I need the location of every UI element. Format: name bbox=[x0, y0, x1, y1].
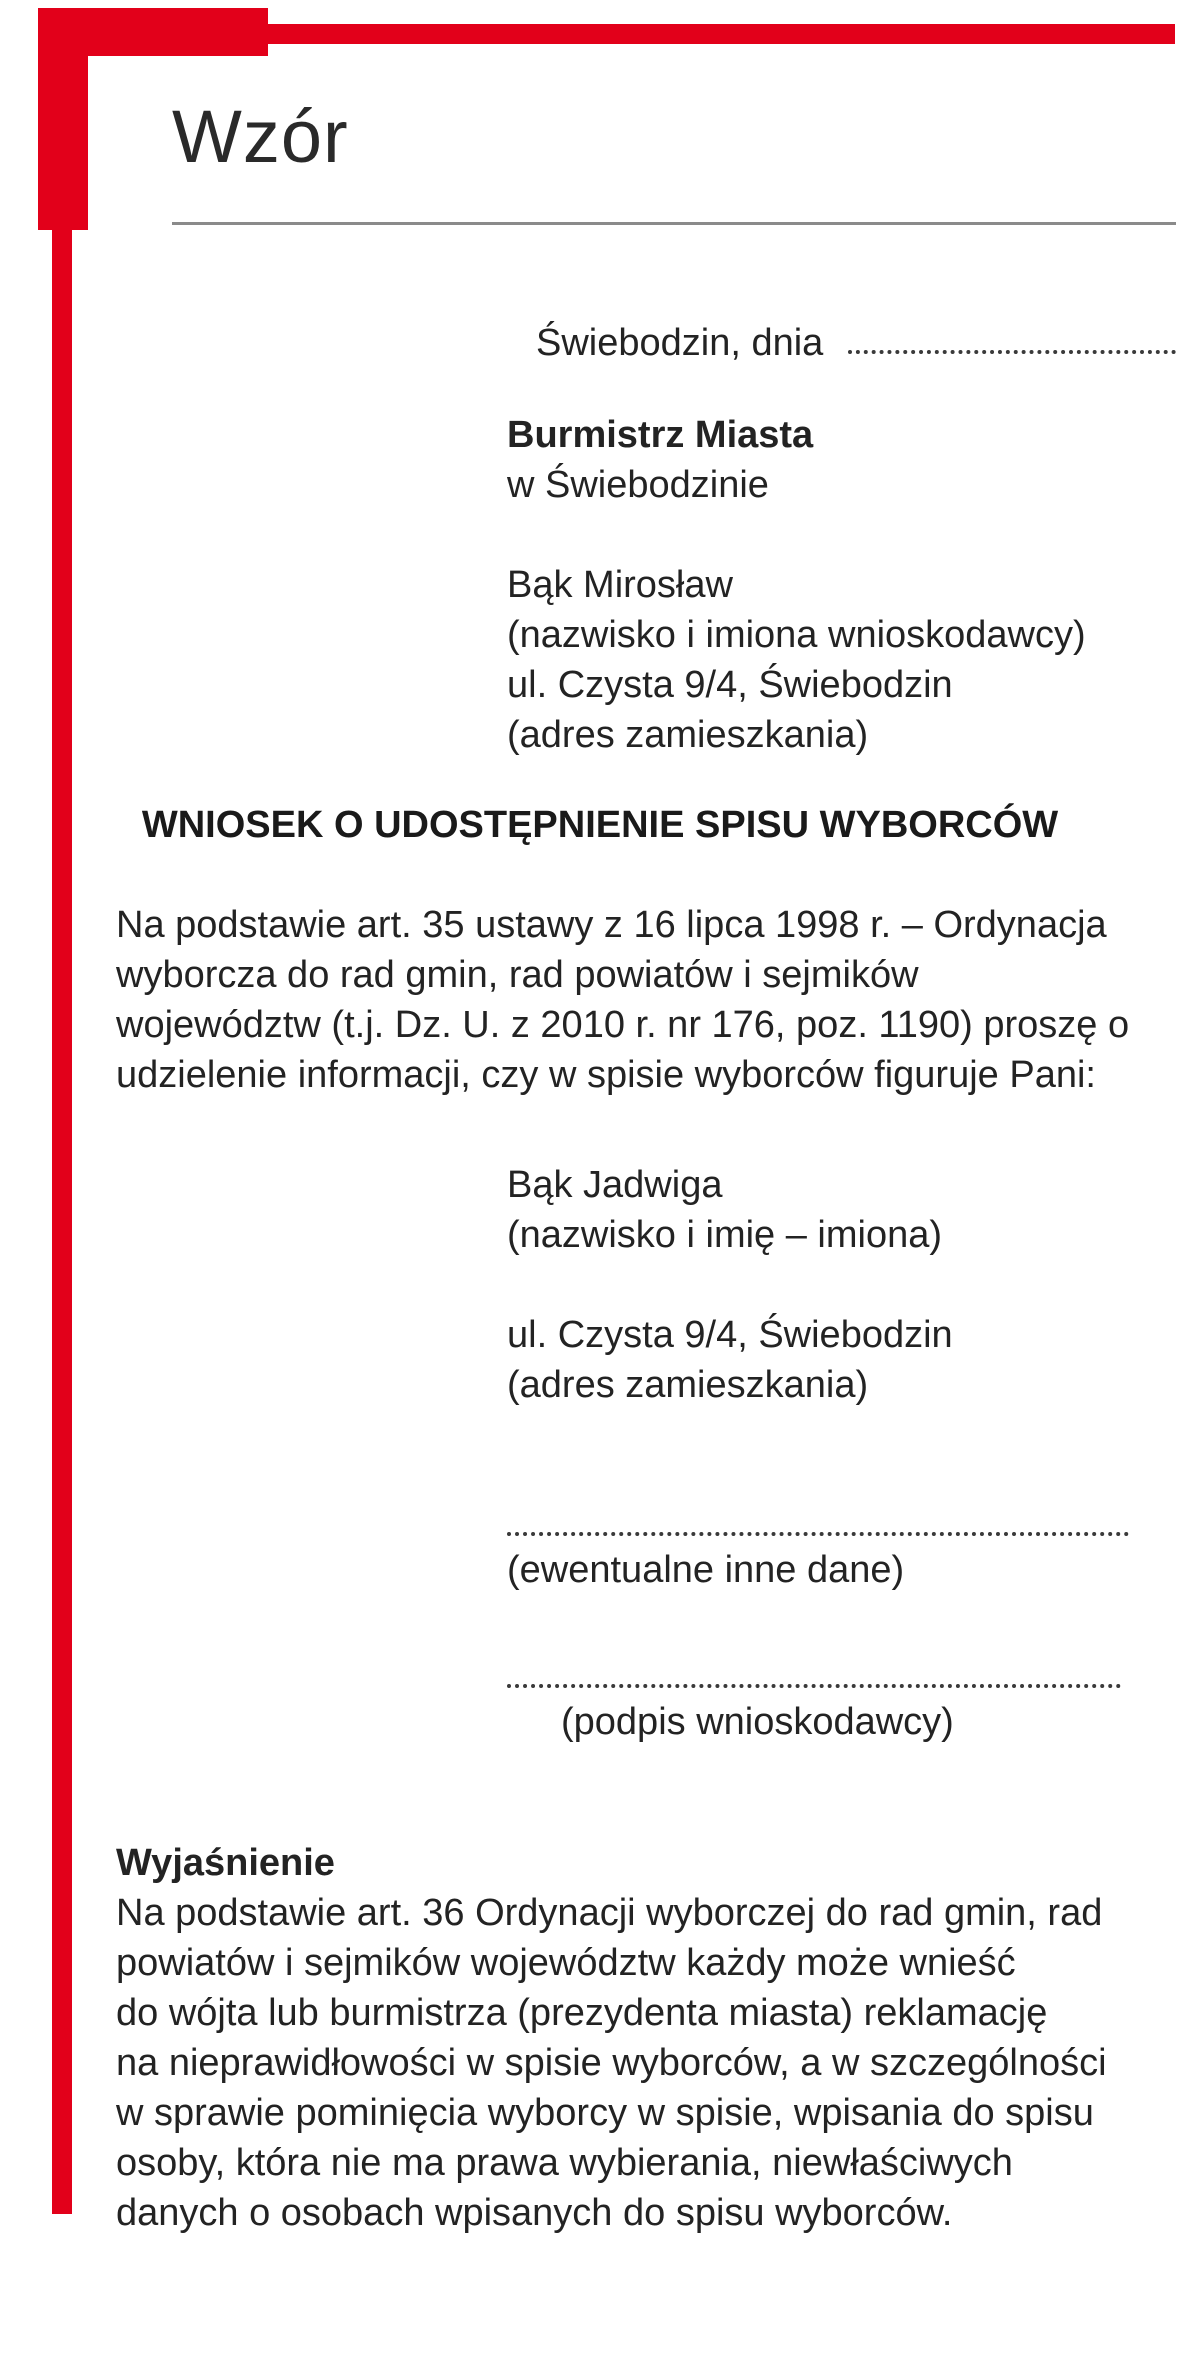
applicant-name-caption: (nazwisko i imiona wnioskodawcy) bbox=[507, 614, 1086, 656]
signature-dotted-line bbox=[507, 1684, 1121, 1688]
explanation-line: do wójta lub burmistrza (prezydenta miasta) reklamację bbox=[116, 1992, 1048, 2034]
explanation-line: danych o osobach wpisanych do spisu wyborców. bbox=[116, 2192, 953, 2234]
explanation-line: powiatów i sejmików województw każdy może wnieść bbox=[116, 1942, 1016, 1984]
body-line: udzielenie informacji, czy w spisie wyborców figuruje Pani: bbox=[116, 1054, 1096, 1096]
signature-caption: (podpis wnioskodawcy) bbox=[561, 1701, 954, 1743]
title-divider bbox=[172, 222, 1176, 225]
recipient-title: Burmistrz Miasta bbox=[507, 414, 814, 456]
explanation-line: Na podstawie art. 36 Ordynacji wyborczej do rad gmin, rad bbox=[116, 1892, 1103, 1934]
explanation-line: osoby, która nie ma prawa wybierania, niewłaściwych bbox=[116, 2142, 1013, 2184]
form-heading: WNIOSEK O UDOSTĘPNIENIE SPISU WYBORCÓW bbox=[141, 804, 1059, 846]
explanation-line: na nieprawidłowości w spisie wyborców, a w szczególności bbox=[116, 2042, 1107, 2084]
body-line: Na podstawie art. 35 ustawy z 16 lipca 1998 r. – Ordynacja bbox=[116, 904, 1107, 946]
person-name: Bąk Jadwiga bbox=[507, 1164, 723, 1206]
body-line: województw (t.j. Dz. U. z 2010 r. nr 176, poz. 1190) proszę o bbox=[116, 1004, 1130, 1046]
explanation-line: w sprawie pominięcia wyborcy w spisie, wpisania do spisu bbox=[116, 2092, 1094, 2134]
person-name-caption: (nazwisko i imię – imiona) bbox=[507, 1214, 943, 1256]
date-dotted-line bbox=[848, 350, 1176, 354]
applicant-name: Bąk Mirosław bbox=[507, 564, 733, 606]
body-line: wyborcza do rad gmin, rad powiatów i sejmików bbox=[116, 954, 919, 996]
page-title: Wzór bbox=[172, 95, 349, 178]
other-data-dotted-line bbox=[507, 1532, 1129, 1536]
explanation-title: Wyjaśnienie bbox=[116, 1842, 335, 1884]
person-address-caption: (adres zamieszkania) bbox=[507, 1364, 869, 1406]
applicant-address: ul. Czysta 9/4, Świebodzin bbox=[507, 664, 953, 706]
applicant-address-caption: (adres zamieszkania) bbox=[507, 714, 869, 756]
left-red-bar bbox=[52, 8, 72, 2214]
person-address: ul. Czysta 9/4, Świebodzin bbox=[507, 1314, 953, 1356]
recipient-location: w Świebodzinie bbox=[507, 464, 769, 506]
other-data-caption: (ewentualne inne dane) bbox=[507, 1549, 905, 1591]
place-date-label: Świebodzin, dnia bbox=[536, 322, 824, 364]
